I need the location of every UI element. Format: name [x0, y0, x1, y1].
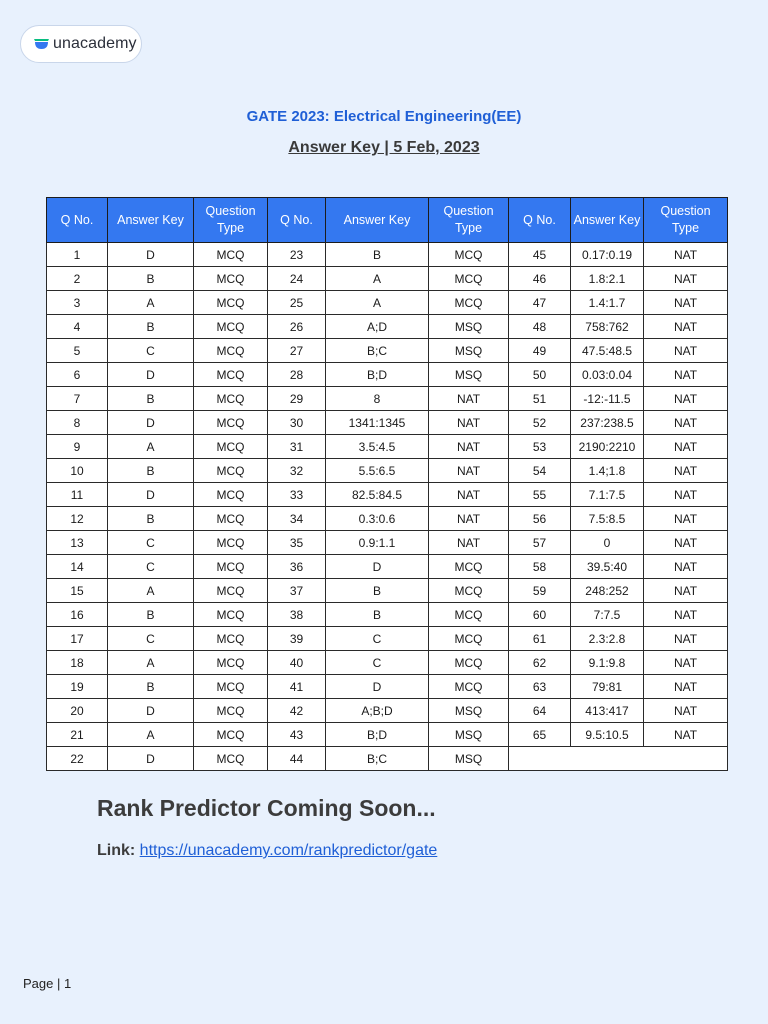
cell-question-type: NAT: [429, 483, 509, 507]
table-row: [47, 459, 728, 483]
cell-q-no: 25: [268, 291, 326, 315]
cell-question-type: MCQ: [194, 675, 268, 699]
brand-name: unacademy: [53, 35, 137, 52]
cell-question-type: NAT: [644, 435, 728, 459]
cell-answer-key: B;D: [326, 723, 429, 747]
cell-question-type: NAT: [644, 651, 728, 675]
table-row: [47, 579, 728, 603]
cell-question-type: MCQ: [194, 339, 268, 363]
cell-question-type: NAT: [644, 411, 728, 435]
table-body: [47, 243, 728, 771]
cell-question-type: MSQ: [429, 315, 509, 339]
cell-q-no: 22: [47, 747, 108, 771]
cell-answer-key: 2190:2210: [571, 435, 644, 459]
cell-question-type: NAT: [644, 459, 728, 483]
cell-q-no: 48: [509, 315, 571, 339]
cell-q-no: 16: [47, 603, 108, 627]
rank-predictor-link[interactable]: https://unacademy.com/rankpredictor/gate: [139, 842, 438, 859]
cell-q-no: 21: [47, 723, 108, 747]
cell-question-type: MSQ: [429, 747, 509, 771]
header-q-no: Q No.: [47, 198, 108, 243]
cell-answer-key: B: [108, 387, 194, 411]
cell-answer-key: B: [108, 459, 194, 483]
cell-question-type: MCQ: [194, 483, 268, 507]
cell-answer-key: 1341:1345: [326, 411, 429, 435]
cell-q-no: 4: [47, 315, 108, 339]
cell-answer-key: 39.5:40: [571, 555, 644, 579]
cell-q-no: 50: [509, 363, 571, 387]
cell-answer-key: D: [108, 363, 194, 387]
cell-question-type: NAT: [644, 627, 728, 651]
cell-question-type: MSQ: [429, 699, 509, 723]
cell-question-type: NAT: [429, 459, 509, 483]
cell-answer-key: A;D: [326, 315, 429, 339]
cell-answer-key: A: [108, 723, 194, 747]
table-row: [47, 507, 728, 531]
cell-q-no: 30: [268, 411, 326, 435]
cell-q-no: 40: [268, 651, 326, 675]
cell-question-type: MCQ: [429, 579, 509, 603]
cell-answer-key: D: [326, 675, 429, 699]
cell-question-type: MCQ: [194, 723, 268, 747]
table-row: [47, 339, 728, 363]
cell-answer-key: C: [108, 531, 194, 555]
cell-question-type: MCQ: [429, 651, 509, 675]
cell-question-type: MCQ: [194, 507, 268, 531]
cell-answer-key: C: [108, 339, 194, 363]
cell-answer-key: B;C: [326, 339, 429, 363]
cell-q-no: 13: [47, 531, 108, 555]
cell-answer-key: D: [108, 747, 194, 771]
cell-question-type: MCQ: [194, 747, 268, 771]
cell-answer-key: D: [326, 555, 429, 579]
cell-answer-key: A: [326, 267, 429, 291]
cell-question-type: NAT: [644, 267, 728, 291]
cell-q-no: 60: [509, 603, 571, 627]
cell-answer-key: 0.17:0.19: [571, 243, 644, 267]
table-row: [47, 555, 728, 579]
table-row: [47, 723, 728, 747]
cell-answer-key: 237:238.5: [571, 411, 644, 435]
cell-q-no: 63: [509, 675, 571, 699]
cell-q-no: 53: [509, 435, 571, 459]
rank-predictor-heading: Rank Predictor Coming Soon...: [97, 795, 436, 821]
cell-q-no: 29: [268, 387, 326, 411]
table-row: [47, 747, 728, 771]
link-line: [97, 842, 437, 860]
table-row: [47, 387, 728, 411]
table-row: [47, 435, 728, 459]
table-header-row: [47, 198, 728, 243]
page-title: GATE 2023: Electrical Engineering(EE): [246, 108, 522, 125]
cell-answer-key: C: [108, 555, 194, 579]
table-row: [47, 243, 728, 267]
table-row: [47, 363, 728, 387]
cell-answer-key: 47.5:48.5: [571, 339, 644, 363]
cell-answer-key: 7:7.5: [571, 603, 644, 627]
empty-cell: [509, 747, 728, 771]
cell-q-no: 20: [47, 699, 108, 723]
cell-q-no: 41: [268, 675, 326, 699]
cell-q-no: 5: [47, 339, 108, 363]
cell-answer-key: B: [108, 315, 194, 339]
cell-answer-key: 5.5:6.5: [326, 459, 429, 483]
table-row: [47, 483, 728, 507]
cell-answer-key: -12:-11.5: [571, 387, 644, 411]
cell-q-no: 19: [47, 675, 108, 699]
cell-q-no: 45: [509, 243, 571, 267]
cell-answer-key: 7.5:8.5: [571, 507, 644, 531]
cell-question-type: MSQ: [429, 363, 509, 387]
cell-question-type: MCQ: [429, 243, 509, 267]
cell-q-no: 10: [47, 459, 108, 483]
table-row: [47, 627, 728, 651]
cell-answer-key: D: [108, 411, 194, 435]
cell-q-no: 58: [509, 555, 571, 579]
cell-question-type: MCQ: [429, 603, 509, 627]
table-row: [47, 699, 728, 723]
cell-answer-key: B: [326, 603, 429, 627]
cell-answer-key: A: [326, 291, 429, 315]
cell-question-type: NAT: [644, 603, 728, 627]
cell-answer-key: 82.5:84.5: [326, 483, 429, 507]
header-q-no: Q No.: [268, 198, 326, 243]
cell-answer-key: B: [108, 267, 194, 291]
cell-q-no: 32: [268, 459, 326, 483]
cell-q-no: 52: [509, 411, 571, 435]
cell-answer-key: 8: [326, 387, 429, 411]
link-label: Link:: [97, 842, 136, 859]
cell-q-no: 56: [509, 507, 571, 531]
cell-question-type: MCQ: [194, 579, 268, 603]
cell-question-type: MCQ: [429, 267, 509, 291]
cell-answer-key: A: [108, 579, 194, 603]
cell-question-type: MCQ: [194, 387, 268, 411]
cell-q-no: 3: [47, 291, 108, 315]
table-row: [47, 531, 728, 555]
cell-answer-key: 2.3:2.8: [571, 627, 644, 651]
cell-q-no: 18: [47, 651, 108, 675]
cell-q-no: 37: [268, 579, 326, 603]
header-answer-key: Answer Key: [571, 198, 644, 243]
cell-question-type: NAT: [429, 507, 509, 531]
cell-answer-key: D: [108, 243, 194, 267]
cell-question-type: MCQ: [194, 315, 268, 339]
cell-question-type: MCQ: [194, 651, 268, 675]
cell-question-type: MCQ: [194, 627, 268, 651]
header-question-type: Question Type: [644, 198, 728, 243]
table-row: [47, 315, 728, 339]
cell-answer-key: B;C: [326, 747, 429, 771]
cell-question-type: MCQ: [194, 291, 268, 315]
cell-q-no: 7: [47, 387, 108, 411]
cell-question-type: MCQ: [194, 435, 268, 459]
cell-q-no: 49: [509, 339, 571, 363]
cell-question-type: NAT: [644, 243, 728, 267]
cell-question-type: MCQ: [194, 603, 268, 627]
cell-question-type: NAT: [644, 555, 728, 579]
cell-question-type: MSQ: [429, 339, 509, 363]
cell-answer-key: B: [108, 675, 194, 699]
cell-q-no: 31: [268, 435, 326, 459]
cell-question-type: MSQ: [429, 723, 509, 747]
cell-question-type: NAT: [644, 387, 728, 411]
header-question-type: Question Type: [194, 198, 268, 243]
cell-q-no: 17: [47, 627, 108, 651]
cell-question-type: MCQ: [194, 459, 268, 483]
cell-answer-key: 1.4;1.8: [571, 459, 644, 483]
cell-q-no: 51: [509, 387, 571, 411]
cell-question-type: MCQ: [429, 291, 509, 315]
cell-q-no: 38: [268, 603, 326, 627]
cell-q-no: 34: [268, 507, 326, 531]
cell-question-type: NAT: [644, 339, 728, 363]
table-row: [47, 651, 728, 675]
cell-question-type: NAT: [644, 483, 728, 507]
cell-question-type: NAT: [429, 411, 509, 435]
cell-q-no: 1: [47, 243, 108, 267]
cell-question-type: NAT: [644, 531, 728, 555]
cell-answer-key: A: [108, 651, 194, 675]
cell-q-no: 27: [268, 339, 326, 363]
cell-answer-key: C: [326, 627, 429, 651]
cell-q-no: 12: [47, 507, 108, 531]
table-row: [47, 411, 728, 435]
cell-q-no: 15: [47, 579, 108, 603]
cell-question-type: NAT: [429, 435, 509, 459]
cell-answer-key: B: [108, 603, 194, 627]
header-answer-key: Answer Key: [108, 198, 194, 243]
cell-q-no: 61: [509, 627, 571, 651]
cell-answer-key: 758:762: [571, 315, 644, 339]
cell-question-type: MCQ: [194, 531, 268, 555]
answer-key-table: [46, 197, 728, 771]
header-question-type: Question Type: [429, 198, 509, 243]
cell-q-no: 65: [509, 723, 571, 747]
cell-q-no: 44: [268, 747, 326, 771]
cell-answer-key: 79:81: [571, 675, 644, 699]
cell-answer-key: C: [108, 627, 194, 651]
cell-answer-key: D: [108, 699, 194, 723]
table-row: [47, 675, 728, 699]
cell-q-no: 23: [268, 243, 326, 267]
cell-answer-key: B: [326, 243, 429, 267]
cell-answer-key: B: [326, 579, 429, 603]
cell-answer-key: A: [108, 435, 194, 459]
cell-question-type: MCQ: [194, 243, 268, 267]
cell-q-no: 42: [268, 699, 326, 723]
cell-q-no: 36: [268, 555, 326, 579]
cell-q-no: 46: [509, 267, 571, 291]
cell-question-type: MCQ: [194, 363, 268, 387]
cell-answer-key: 1.8:2.1: [571, 267, 644, 291]
cell-question-type: NAT: [429, 531, 509, 555]
unacademy-logo[interactable]: [20, 25, 142, 63]
cell-q-no: 54: [509, 459, 571, 483]
cell-question-type: NAT: [644, 675, 728, 699]
cell-q-no: 62: [509, 651, 571, 675]
cell-answer-key: 413:417: [571, 699, 644, 723]
cell-answer-key: 0.9:1.1: [326, 531, 429, 555]
cell-question-type: MCQ: [194, 411, 268, 435]
cell-question-type: MCQ: [429, 555, 509, 579]
cell-q-no: 9: [47, 435, 108, 459]
cell-question-type: NAT: [644, 291, 728, 315]
table-row: [47, 603, 728, 627]
cell-answer-key: 0.3:0.6: [326, 507, 429, 531]
cell-q-no: 33: [268, 483, 326, 507]
cell-q-no: 14: [47, 555, 108, 579]
cell-q-no: 55: [509, 483, 571, 507]
cell-answer-key: C: [326, 651, 429, 675]
cell-answer-key: 3.5:4.5: [326, 435, 429, 459]
cell-question-type: NAT: [429, 387, 509, 411]
cell-question-type: MCQ: [194, 267, 268, 291]
cell-question-type: NAT: [644, 723, 728, 747]
cell-q-no: 39: [268, 627, 326, 651]
cell-q-no: 64: [509, 699, 571, 723]
cell-q-no: 57: [509, 531, 571, 555]
cell-answer-key: 0.03:0.04: [571, 363, 644, 387]
page-number: Page | 1: [23, 976, 72, 991]
cell-question-type: NAT: [644, 579, 728, 603]
cell-q-no: 24: [268, 267, 326, 291]
cell-question-type: MCQ: [194, 699, 268, 723]
cell-answer-key: 248:252: [571, 579, 644, 603]
cell-q-no: 8: [47, 411, 108, 435]
cell-answer-key: 1.4:1.7: [571, 291, 644, 315]
cell-question-type: NAT: [644, 507, 728, 531]
cell-q-no: 2: [47, 267, 108, 291]
cell-answer-key: 9.5:10.5: [571, 723, 644, 747]
cell-q-no: 6: [47, 363, 108, 387]
cell-question-type: NAT: [644, 363, 728, 387]
cell-q-no: 35: [268, 531, 326, 555]
cell-answer-key: A;B;D: [326, 699, 429, 723]
unacademy-logo-icon: [33, 37, 50, 51]
cell-q-no: 43: [268, 723, 326, 747]
header-answer-key: Answer Key: [326, 198, 429, 243]
cell-question-type: MCQ: [194, 555, 268, 579]
cell-q-no: 26: [268, 315, 326, 339]
cell-question-type: MCQ: [429, 627, 509, 651]
cell-q-no: 47: [509, 291, 571, 315]
cell-answer-key: 0: [571, 531, 644, 555]
table-row: [47, 291, 728, 315]
cell-question-type: MCQ: [429, 675, 509, 699]
cell-q-no: 11: [47, 483, 108, 507]
cell-answer-key: 7.1:7.5: [571, 483, 644, 507]
page-subtitle: Answer Key | 5 Feb, 2023: [288, 139, 480, 156]
cell-question-type: NAT: [644, 699, 728, 723]
table-row: [47, 267, 728, 291]
cell-answer-key: B: [108, 507, 194, 531]
cell-answer-key: B;D: [326, 363, 429, 387]
cell-answer-key: 9.1:9.8: [571, 651, 644, 675]
cell-q-no: 28: [268, 363, 326, 387]
cell-answer-key: D: [108, 483, 194, 507]
cell-answer-key: A: [108, 291, 194, 315]
cell-q-no: 59: [509, 579, 571, 603]
cell-question-type: NAT: [644, 315, 728, 339]
header-q-no: Q No.: [509, 198, 571, 243]
